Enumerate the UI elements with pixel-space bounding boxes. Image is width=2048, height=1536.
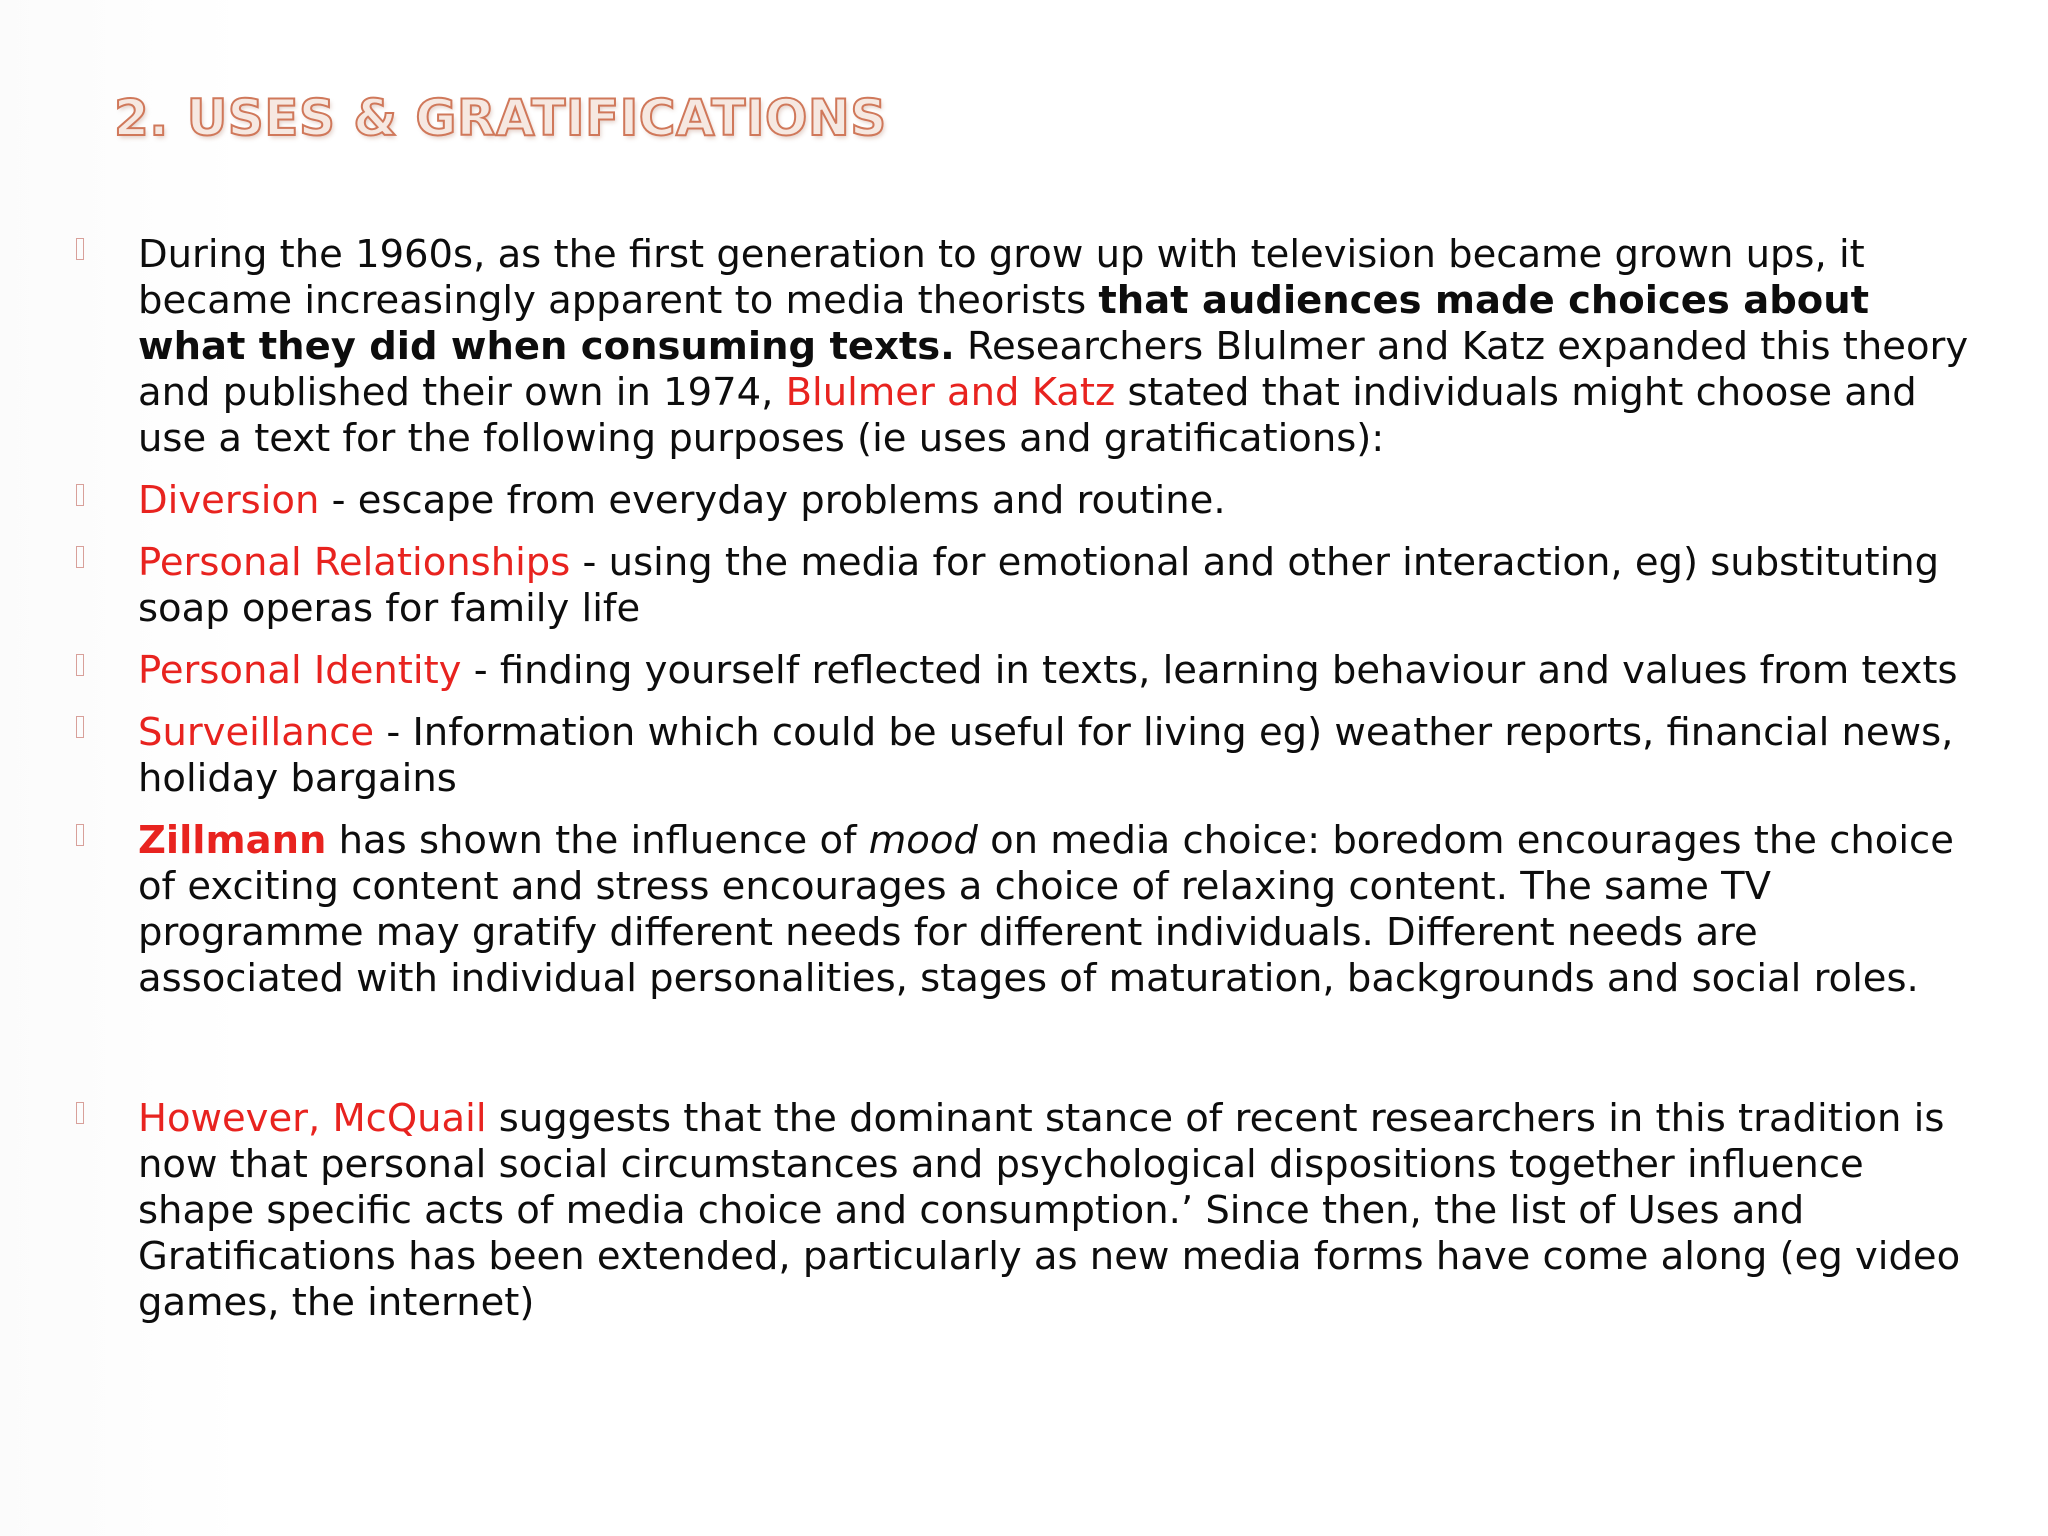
term-surveillance: Surveillance (138, 710, 375, 755)
bullet-box-icon (76, 824, 84, 846)
slide-title: 2. USES & GRATIFICATIONS (114, 89, 887, 147)
personal-relationships-text: - using the media for emotional and other interaction, eg) substituting soap operas for family life (138, 540, 1940, 631)
bullet-personal-relationships (72, 540, 1972, 632)
intro-text-1: During the 1960s, as the first generation to grow up with television became grown ups, it became increasingly apparent to media theorists (138, 232, 1865, 323)
bullet-list (72, 232, 1972, 1342)
zillmann-text-1: has shown the influence of (326, 818, 869, 863)
term-personal-identity: Personal Identity (138, 648, 462, 693)
term-mcquail: However, McQuail (138, 1096, 487, 1141)
term-zillmann: Zillmann (138, 818, 327, 863)
bullet-surveillance (72, 710, 1972, 802)
intro-text-3: stated that individuals might choose and use a text for the following purposes (ie uses and gratifications): (138, 370, 1917, 461)
term-diversion: Diversion (138, 478, 320, 523)
bullet-box-icon (76, 238, 84, 260)
bullet-intro (72, 232, 1972, 462)
zillmann-text-2: on media choice: boredom encourages the choice of exciting content and stress encourages a choice of relaxing content. The same TV programme may gratify different needs for different individuals. Different needs are associated with individual personalities, stages of maturation, backgrounds and social roles. (138, 818, 1954, 1001)
intro-text-2: Researchers Blulmer and Katz expanded this theory and published their own in 1974, (138, 324, 1969, 415)
bullet-box-icon (76, 1102, 84, 1124)
bullet-mcquail (72, 1096, 1972, 1326)
intro-highlight: Blulmer and Katz (785, 370, 1116, 415)
bullet-zillmann (72, 818, 1972, 1002)
bullet-personal-identity (72, 648, 1972, 694)
diversion-text: - escape from everyday problems and routine. (319, 478, 1226, 523)
surveillance-text: - Information which could be useful for living eg) weather reports, financial news, holiday bargains (138, 710, 1954, 801)
bullet-diversion (72, 478, 1972, 524)
bullet-box-icon (76, 654, 84, 676)
bullet-box-icon (76, 716, 84, 738)
zillmann-italic-word: mood (868, 818, 978, 863)
intro-bold-text: that audiences made choices about what they did when consuming texts. (138, 278, 1870, 369)
mcquail-text: suggests that the dominant stance of recent researchers in this tradition is now that personal social circumstances and psychological dispositions together influence shape specific acts of media choice and consumption.’ Since then, the list of Uses and Gratifications has been extended, particularly as new media forms have come along (eg video games, the internet) (138, 1096, 1961, 1325)
bullet-box-icon (76, 546, 84, 568)
personal-identity-text: - finding yourself reflected in texts, learning behaviour and values from texts (461, 648, 1958, 693)
bullet-box-icon (76, 484, 84, 506)
term-personal-relationships: Personal Relationships (138, 540, 571, 585)
